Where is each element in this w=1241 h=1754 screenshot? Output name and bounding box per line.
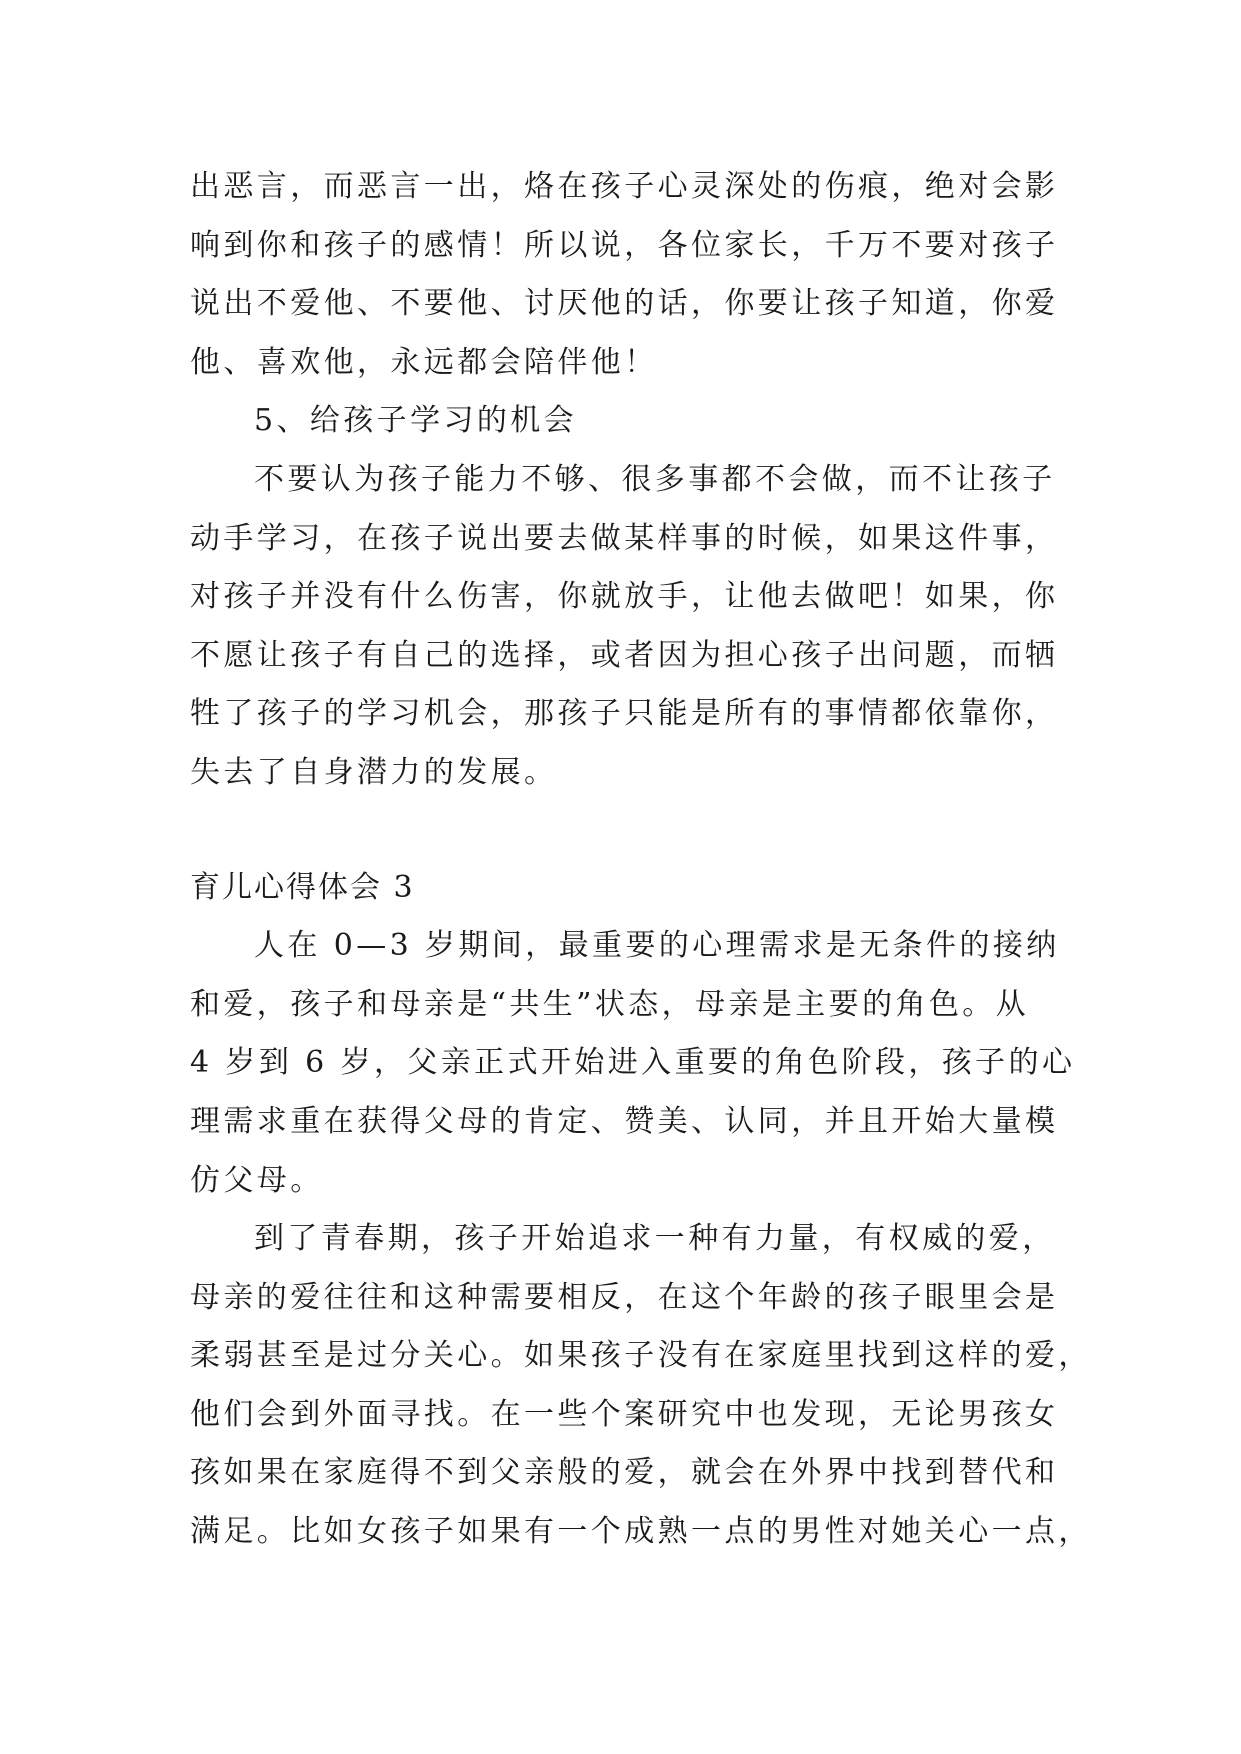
text-line: 仿父母。 — [190, 1162, 324, 1198]
text-line: 孩如果在家庭得不到父亲般的爱，就会在外界中找到替代和 — [190, 1455, 1059, 1491]
text-line: 母亲的爱往往和这种需要相反，在这个年龄的孩子眼里会是 — [190, 1279, 1059, 1315]
section-gap — [190, 803, 1070, 859]
text-line: 人在 0—3 岁期间，最重要的心理需求是无条件的接纳 — [254, 928, 1060, 964]
text-line: 他们会到外面寻找。在一些个案研究中也发现，无论男孩女 — [190, 1396, 1059, 1432]
text-line: 和爱，孩子和母亲是“共生”状态，母亲是主要的角色。从 — [190, 986, 1030, 1022]
text-line: 不要认为孩子能力不够、很多事都不会做，而不让孩子 — [254, 461, 1056, 497]
item-5-title: 5、给孩子学习的机会 — [254, 403, 578, 439]
text-line: 对孩子并没有什么伤害，你就放手，让他去做吧！如果，你 — [190, 579, 1059, 615]
text-line: 出恶言，而恶言一出，烙在孩子心灵深处的伤痕，绝对会影 — [190, 169, 1059, 204]
text-line: 理需求重在获得父母的肯定、赞美、认同，并且开始大量模 — [190, 1103, 1059, 1139]
text-line: 柔弱甚至是过分关心。如果孩子没有在家庭里找到这样的爱， — [190, 1338, 1092, 1374]
document-page — [190, 158, 1092, 1562]
paragraph-learning-opportunity — [190, 451, 1070, 803]
text-line: 满足。比如女孩子如果有一个成熟一点的男性对她关心一点， — [190, 1514, 1092, 1550]
text-line: 响到你和孩子的感情！所以说，各位家长，千万不要对孩子 — [190, 227, 1059, 263]
section-3-heading: 育儿心得体会 3 — [190, 869, 415, 905]
text-line: 失去了自身潜力的发展。 — [190, 754, 558, 790]
text-line: 牲了孩子的学习机会，那孩子只能是所有的事情都依靠你， — [190, 696, 1059, 732]
text-line: 4 岁到 6 岁，父亲正式开始进入重要的角色阶段，孩子的心 — [190, 1045, 1076, 1081]
text-line: 他、喜欢他，永远都会陪伴他！ — [190, 344, 658, 380]
text-line: 动手学习，在孩子说出要去做某样事的时候，如果这件事， — [190, 520, 1059, 556]
text-line: 说出不爱他、不要他、讨厌他的话，你要让孩子知道，你爱 — [190, 286, 1059, 322]
paragraph-early-childhood — [190, 917, 1076, 1210]
text-line: 到了青春期，孩子开始追求一种有力量，有权威的爱， — [254, 1221, 1056, 1257]
paragraph-adolescence — [190, 1210, 1092, 1562]
paragraph-continuation — [190, 158, 1070, 392]
text-line: 不愿让孩子有自己的选择，或者因为担心孩子出问题，而牺 — [190, 637, 1059, 673]
